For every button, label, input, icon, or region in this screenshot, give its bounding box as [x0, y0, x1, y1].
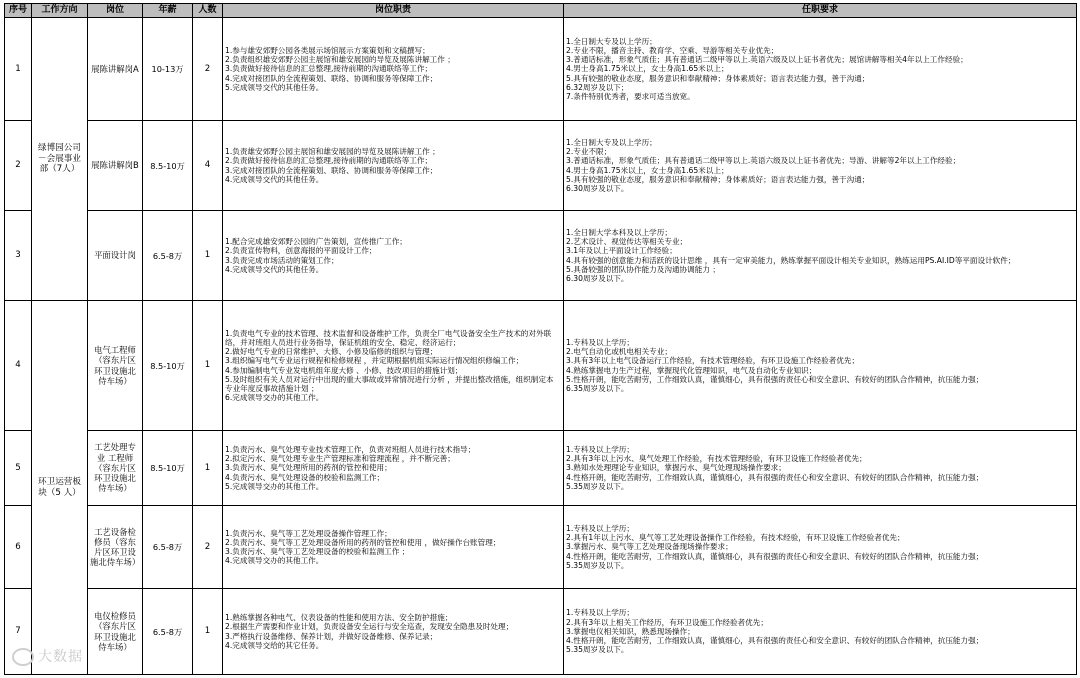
duty-line: 1.负责污水、臭气处理专业技术管理工作，负责对班组人员进行技术指导；	[225, 444, 476, 454]
table-row	[5, 506, 1077, 589]
position-name: 展陈讲解岗A	[88, 18, 143, 121]
annual-salary: 10-13万	[143, 18, 193, 121]
position-name: 工艺处理专业 工程师（容东片区环卫设施北侍车场）	[88, 431, 143, 506]
duty-line: 3.负责做好接待信息的汇总整理,接待前期的沟通联络等工作；	[225, 64, 433, 74]
requirement-line: 2.电气自动化或机电相关专业；	[566, 347, 672, 356]
requirement-line: 4.性格开朗，能吃苦耐劳，工作细致认真，谨慎细心，具有很强的责任心和安全意识、有较好的团队合作精神，抗压能力强；	[566, 636, 984, 646]
duty-line: 3.完成对接团队的全流程策划、联络、协调和服务等保障工作；	[225, 165, 438, 175]
duty-line: 6.完成领导交办的其他工作。	[225, 393, 324, 403]
position-name: 电气工程师（容东片区环卫设施北侍车场）	[88, 301, 143, 431]
annual-salary: 8.5-10万	[143, 301, 193, 431]
row-number: 7	[5, 589, 32, 675]
duty-line: 1.负责电气专业的技术管理、技术监督和设备维护工作，负责全厂电气设备安全生产技术的对外联络，并对班组人员进行业务指导，保证机组的安全、稳定、经济运行；	[225, 328, 552, 347]
job-requirements	[564, 18, 1077, 121]
requirement-line: 6.30周岁及以下。	[566, 274, 629, 283]
annual-salary: 8.5-10万	[143, 431, 193, 506]
requirement-line: 2.艺术设计、视觉传达等相关专业；	[566, 237, 688, 246]
requirement-line: 6.30周岁及以下。	[566, 184, 629, 193]
duty-line: 5.完成领导交代的其他任务。	[225, 82, 324, 92]
duty-line: 3.严格执行设备维修、保养计划，并做好设备维修、保养记录；	[225, 631, 438, 641]
requirement-line: 4.性格开朗，能吃苦耐劳，工作细致认真，谨慎细心，具有很强的责任心和安全意识、有较好的团队合作精神，抗压能力强；	[566, 551, 984, 561]
duty-line: 4.完成领导交代的其他任务。	[225, 264, 324, 274]
header-direction: 工作方向	[32, 4, 88, 18]
job-duties	[223, 589, 564, 675]
duty-line: 4.参加编制电气专业发电机组年度大修 、小修、技改项目的措施计划；	[225, 365, 463, 375]
duty-line: 5.及时组织有关人员对运行中出现的重大事故或异常情况进行分析 ，并提出整改措施，组织制定本专业年度反事故措施计划 ；	[225, 374, 554, 393]
requirement-line: 3.熟知水处理理论专业知识，掌握污水、臭气处理现场操作要求；	[566, 463, 786, 473]
duty-line: 1.配合完成雄安郊野公园的广告策划，宣传推广工作；	[225, 237, 407, 246]
job-requirements	[564, 211, 1077, 301]
job-requirements	[564, 121, 1077, 211]
annual-salary: 6.5-8万	[143, 211, 193, 301]
duty-line: 4.完成对接团队的全流程策划、联络、协调和服务等保障工作；	[225, 73, 438, 83]
table-row	[5, 589, 1077, 675]
requirement-line: 1.全日制大专及以上学历；	[566, 36, 657, 46]
job-duties	[223, 211, 564, 301]
requirement-line: 1.专科及以上学历；	[566, 444, 634, 454]
requirement-line: 3.掌握污水、臭气等工艺处理设备现场操作要求；	[566, 542, 733, 552]
annual-salary: 6.5-8万	[143, 589, 193, 675]
position-name: 工艺设备检修员（容东片区环卫设施北侍车场）	[88, 506, 143, 589]
table-row	[5, 121, 1077, 211]
duty-line: 4.负责污水、臭气处理设备的校验和监测工作；	[225, 472, 385, 482]
header-salary: 年薪	[143, 4, 193, 18]
job-requirements	[564, 589, 1077, 675]
duty-line: 2.根据生产需要和作业计划，负责设备安全运行与安全巡查，发现安全隐患及时处理；	[225, 622, 514, 632]
requirement-line: 1.专科及以上学历；	[566, 337, 634, 347]
duty-line: 1.负责雄安郊野公园主展馆和雄安展园的导览及展陈讲解工作 ；	[225, 147, 440, 156]
requirement-line: 6.32周岁及以下；	[566, 82, 629, 92]
table-row	[5, 211, 1077, 301]
annual-salary: 6.5-8万	[143, 506, 193, 589]
work-direction: 绿博园公司－会展事业部（7人）	[32, 18, 88, 301]
duty-line: 1.熟练掌握各种电气、仪表设备的性能和使用方法、安全防护措施；	[225, 613, 453, 622]
headcount: 2	[193, 18, 223, 121]
headcount: 1	[193, 301, 223, 431]
duty-line: 2.负责宣传物料，创意海报的平面设计工作；	[225, 246, 377, 256]
job-duties	[223, 431, 564, 506]
headcount: 4	[193, 121, 223, 211]
watermark-text: 大数据	[38, 649, 83, 665]
requirement-line: 2.具有1年以上污水、臭气等工艺处理设备操作工作经验，有技术经验，有环卫设施工作经验者优先；	[566, 533, 905, 543]
annual-salary: 8.5-10万	[143, 121, 193, 211]
job-duties	[223, 506, 564, 589]
duty-line: 4.完成领导交办的其他工作。	[225, 556, 324, 566]
requirement-line: 5.35周岁及以下。	[566, 481, 629, 491]
requirement-line: 5.35周岁及以下。	[566, 560, 629, 570]
requirement-line: 3.1年及以上平面设计工作经验；	[566, 246, 677, 256]
headcount: 1	[193, 431, 223, 506]
requirement-line: 5.具备较强的团队协作能力及沟通协调能力 ；	[566, 264, 720, 274]
duty-line: 2.做好电气专业的日常维护、大修、小修及临修的组织与管理；	[225, 347, 438, 356]
requirement-line: 4.具有较强的创意能力和活跃的设计思维 ，具有一定审美能力，熟练掌握平面设计相关专业知识，熟练运用PS.AI.ID等平面设计软件；	[566, 255, 1016, 265]
requirement-line: 4.男士身高1.75米以上，女士身高1.65米以上；	[566, 165, 729, 175]
requirement-line: 3.普通话标准，形象气质佳；具有普通话二级甲等以上.英语六级及以上证书者优先；展馆讲解等相关4年以上工作经验；	[566, 55, 968, 65]
position-name: 电仪检修员（容东片区环卫设施北侍车场）	[88, 589, 143, 675]
headcount: 2	[193, 506, 223, 589]
headcount: 1	[193, 589, 223, 675]
requirement-line: 2.专业不限，播音主持、教育学、空乘、导游等相关专业优先；	[566, 45, 779, 55]
header-requirements: 任职要求	[564, 4, 1077, 18]
work-direction: 环卫运营板块（5 人）	[32, 301, 88, 675]
duty-line: 2.负责污水、臭气等工艺处理设备所用的药剂的管控和使用 ，做好操作台账管理；	[225, 537, 501, 547]
duty-line: 4.完成领导交代的其他任务。	[225, 174, 324, 184]
header-duties: 岗位职责	[223, 4, 564, 18]
row-number: 5	[5, 431, 32, 506]
requirement-line: 1.专科及以上学历；	[566, 608, 634, 618]
table-row	[5, 301, 1077, 431]
requirement-line: 2.专业不限；	[566, 147, 612, 156]
duty-line: 2.负责组织雄安郊野公园主展馆和雄安展园的导览及展陈讲解工作 ；	[225, 55, 455, 65]
position-name: 平面设计岗	[88, 211, 143, 301]
requirement-line: 4.性格开朗，能吃苦耐劳，工作细致认真，谨慎细心，具有很强的责任心和安全意识、有较好的团队合作精神，抗压能力强；	[566, 472, 984, 482]
watermark	[12, 646, 83, 666]
requirement-line: 1.专科及以上学历；	[566, 523, 634, 533]
duty-line: 3.组织编写电气专业运行规程和检修规程 ，并定期根据机组实际运行情况组织修编工作；	[225, 356, 524, 366]
row-number: 3	[5, 211, 32, 301]
requirement-line: 3.具有3年以上电气设备运行工作经验，有技术管理经验，有环卫设施工作经验者优先；	[566, 356, 860, 366]
requirement-line: 4.男士身高1.75米以上，女士身高1.65米以上；	[566, 64, 729, 74]
duty-line: 3.负责完成市场活动的策划工作；	[225, 255, 339, 265]
requirement-line: 6.35周岁及以下。	[566, 384, 629, 393]
requirement-line: 7.条件特别优秀者，要求可适当放宽。	[566, 92, 695, 102]
requirement-line: 2.具有3年以上相关工作经历，有环卫设施工作经验者优先；	[566, 617, 768, 627]
job-duties	[223, 121, 564, 211]
job-requirements	[564, 506, 1077, 589]
duty-line: 3.负责污水、臭气等工艺处理设备的校验和监测工作 ；	[225, 547, 410, 556]
header-position: 岗位	[88, 4, 143, 18]
headcount: 1	[193, 211, 223, 301]
duty-line: 2.拟定污水、臭气处理专业生产管理标准和管理流程 ，并不断完善；	[225, 454, 455, 464]
requirement-line: 1.全日制大专及以上学历；	[566, 137, 657, 147]
requirement-line: 2.具有3年以上污水、臭气处理工作经验，有技术管理经验，有环卫设施工作经验者优先；	[566, 454, 867, 464]
row-number: 6	[5, 506, 32, 589]
requirement-line: 5.性格开朗，能吃苦耐劳，工作细致认真，谨慎细心，具有很强的责任心和安全意识、有较好的团队合作精神，抗压能力强；	[566, 374, 984, 384]
duty-line: 4.完成领导交给的其它任务。	[225, 640, 324, 650]
requirement-line: 4.熟练掌握电力生产过程，掌握现代化管理知识，电气及自动化专业知识；	[566, 365, 817, 375]
row-number: 2	[5, 121, 32, 211]
watermark-logo-icon	[12, 648, 34, 666]
requirement-line: 3.掌握电仪相关知识，熟悉现场操作；	[566, 626, 695, 636]
duty-line: 2.负责做好接待信息的汇总整理,接待前期的沟通联络等工作；	[225, 156, 433, 166]
header-count: 人数	[193, 4, 223, 18]
table-row	[5, 431, 1077, 506]
header-row	[5, 4, 1077, 18]
row-number: 1	[5, 18, 32, 121]
job-requirements	[564, 431, 1077, 506]
duty-line: 5.完成领导交办的其他工作。	[225, 481, 324, 491]
duty-line: 3.负责污水、臭气处理所用的药剂的管控和使用；	[225, 463, 392, 473]
requirement-line: 3.普通话标准，形象气质佳；具有普通话二级甲等以上.英语六级及以上证书者优先；导游、讲解等2年以上工作经验；	[566, 156, 961, 166]
position-name: 展陈讲解岗B	[88, 121, 143, 211]
job-requirements	[564, 301, 1077, 431]
job-table	[4, 3, 1077, 675]
requirement-line: 5.具有较强的敬业态度，服务意识和奉献精神；身体素质好；语言表达能力强，善于沟通；	[566, 73, 870, 83]
requirement-line: 5.35周岁及以下。	[566, 645, 629, 655]
job-duties	[223, 18, 564, 121]
header-no: 序号	[5, 4, 32, 18]
duty-line: 1.参与雄安郊野公园各类展示场馆展示方案策划和文稿撰写；	[225, 45, 430, 55]
requirement-line: 1.全日制大学本科及以上学历；	[566, 227, 672, 237]
duty-line: 1.负责污水、臭气等工艺处理设备操作管理工作；	[225, 528, 392, 538]
requirement-line: 5.具有较强的敬业态度，服务意识和奉献精神；身体素质好；语言表达能力强，善于沟通；	[566, 174, 870, 184]
row-number: 4	[5, 301, 32, 431]
job-duties	[223, 301, 564, 431]
table-row	[5, 18, 1077, 121]
